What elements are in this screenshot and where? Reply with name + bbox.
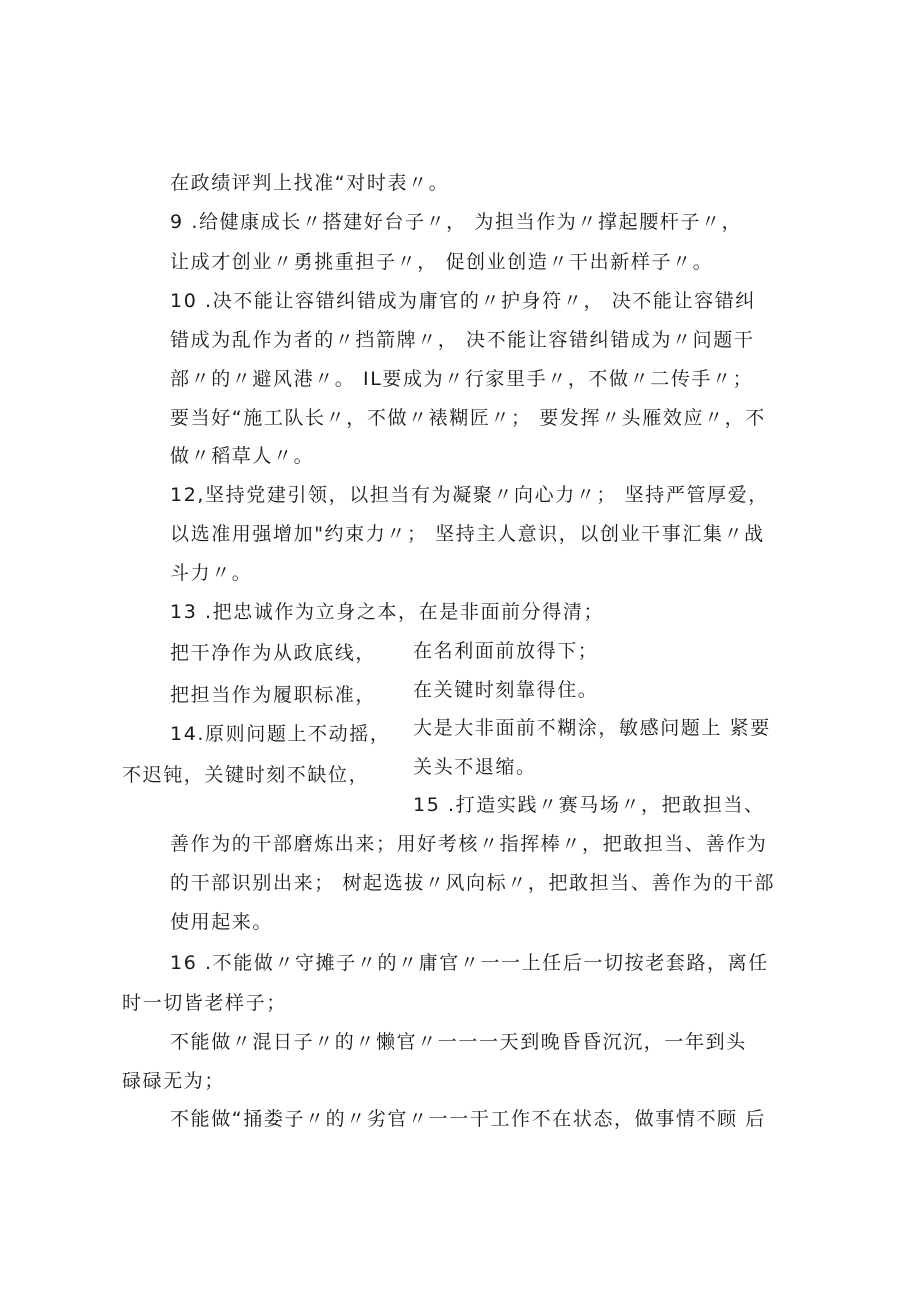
text-line: 16 .不能做〃守摊子〃的〃庸官〃一一上任后一切按老套路，离任 bbox=[170, 952, 769, 974]
text-line-left: 把担当作为履职标准， bbox=[170, 684, 377, 706]
text-line: 的干部识别出来； 树起选拔〃风向标〃，把敢担当、善作为的干部 bbox=[170, 872, 776, 894]
text-line: 9 .给健康成长〃搭建好台子〃， 为担当作为〃撑起腰杆子〃， bbox=[170, 211, 743, 233]
text-line: 10 .决不能让容错纠错成为庸官的〃护身符〃， 决不能让容错纠 bbox=[170, 290, 756, 312]
text-line: 错成为乱作为者的〃挡箭牌〃， 决不能让容错纠错成为〃问题干 bbox=[170, 329, 755, 351]
text-line: 时一切皆老样子； bbox=[122, 992, 287, 1014]
text-line: 部〃的〃避风港〃。 IL要成为〃行家里手〃，不做〃二传手〃； bbox=[170, 368, 754, 390]
text-line: 13 .把忠诚作为立身之本，在是非面前分得清； bbox=[170, 601, 605, 623]
text-line: 碌碌无为； bbox=[122, 1070, 226, 1092]
text-line: 12,坚持党建引领，以担当有为凝聚〃向心力〃； 坚持严管厚爱， bbox=[170, 484, 769, 506]
text-line: 斗力〃。 bbox=[170, 562, 253, 584]
text-line-right: 15 .打造实践〃赛马场〃，把敢担当、 bbox=[413, 794, 765, 816]
text-line-right: 在名利面前放得下； bbox=[413, 640, 599, 662]
text-line-left: 14.原则问题上不动摇， bbox=[170, 723, 391, 745]
text-line-right: 大是大非面前不糊涂，敏感问题上 紧要 bbox=[413, 717, 771, 739]
text-line-right: 关头不退缩。 bbox=[413, 756, 537, 778]
text-line: 做〃稻草人〃。 bbox=[170, 445, 315, 467]
text-line: 以选准用强增加"约束力〃； 坚持主人意识，以创业干事汇集〃战 bbox=[170, 523, 765, 545]
text-line: 不能做“捅娄子〃的〃劣官〃一一干工作不在状态，做事情不顾 后 bbox=[170, 1108, 766, 1130]
text-line-left: 把干净作为从政底线， bbox=[170, 642, 377, 664]
text-line: 使用起来。 bbox=[170, 911, 274, 933]
text-line: 在政绩评判上找准“对时表〃。 bbox=[170, 172, 450, 194]
text-line-right: 在关键时刻靠得住。 bbox=[413, 679, 599, 701]
text-line: 善作为的干部磨炼出来；用好考核〃指挥棒〃，把敢担当、善作为 bbox=[170, 833, 768, 855]
text-line-left: 不迟钝，关键时刻不缺位， bbox=[122, 764, 370, 786]
text-line: 要当好“施工队长〃，不做〃裱糊匠〃； 要发挥〃头雁效应〃，不 bbox=[170, 407, 766, 429]
text-line: 让成才创业〃勇挑重担子〃， 促创业创造〃干出新样子〃。 bbox=[170, 251, 714, 273]
text-line: 不能做〃混日子〃的〃懒官〃一一一天到晚昏昏沉沉，一年到头 bbox=[170, 1031, 747, 1053]
